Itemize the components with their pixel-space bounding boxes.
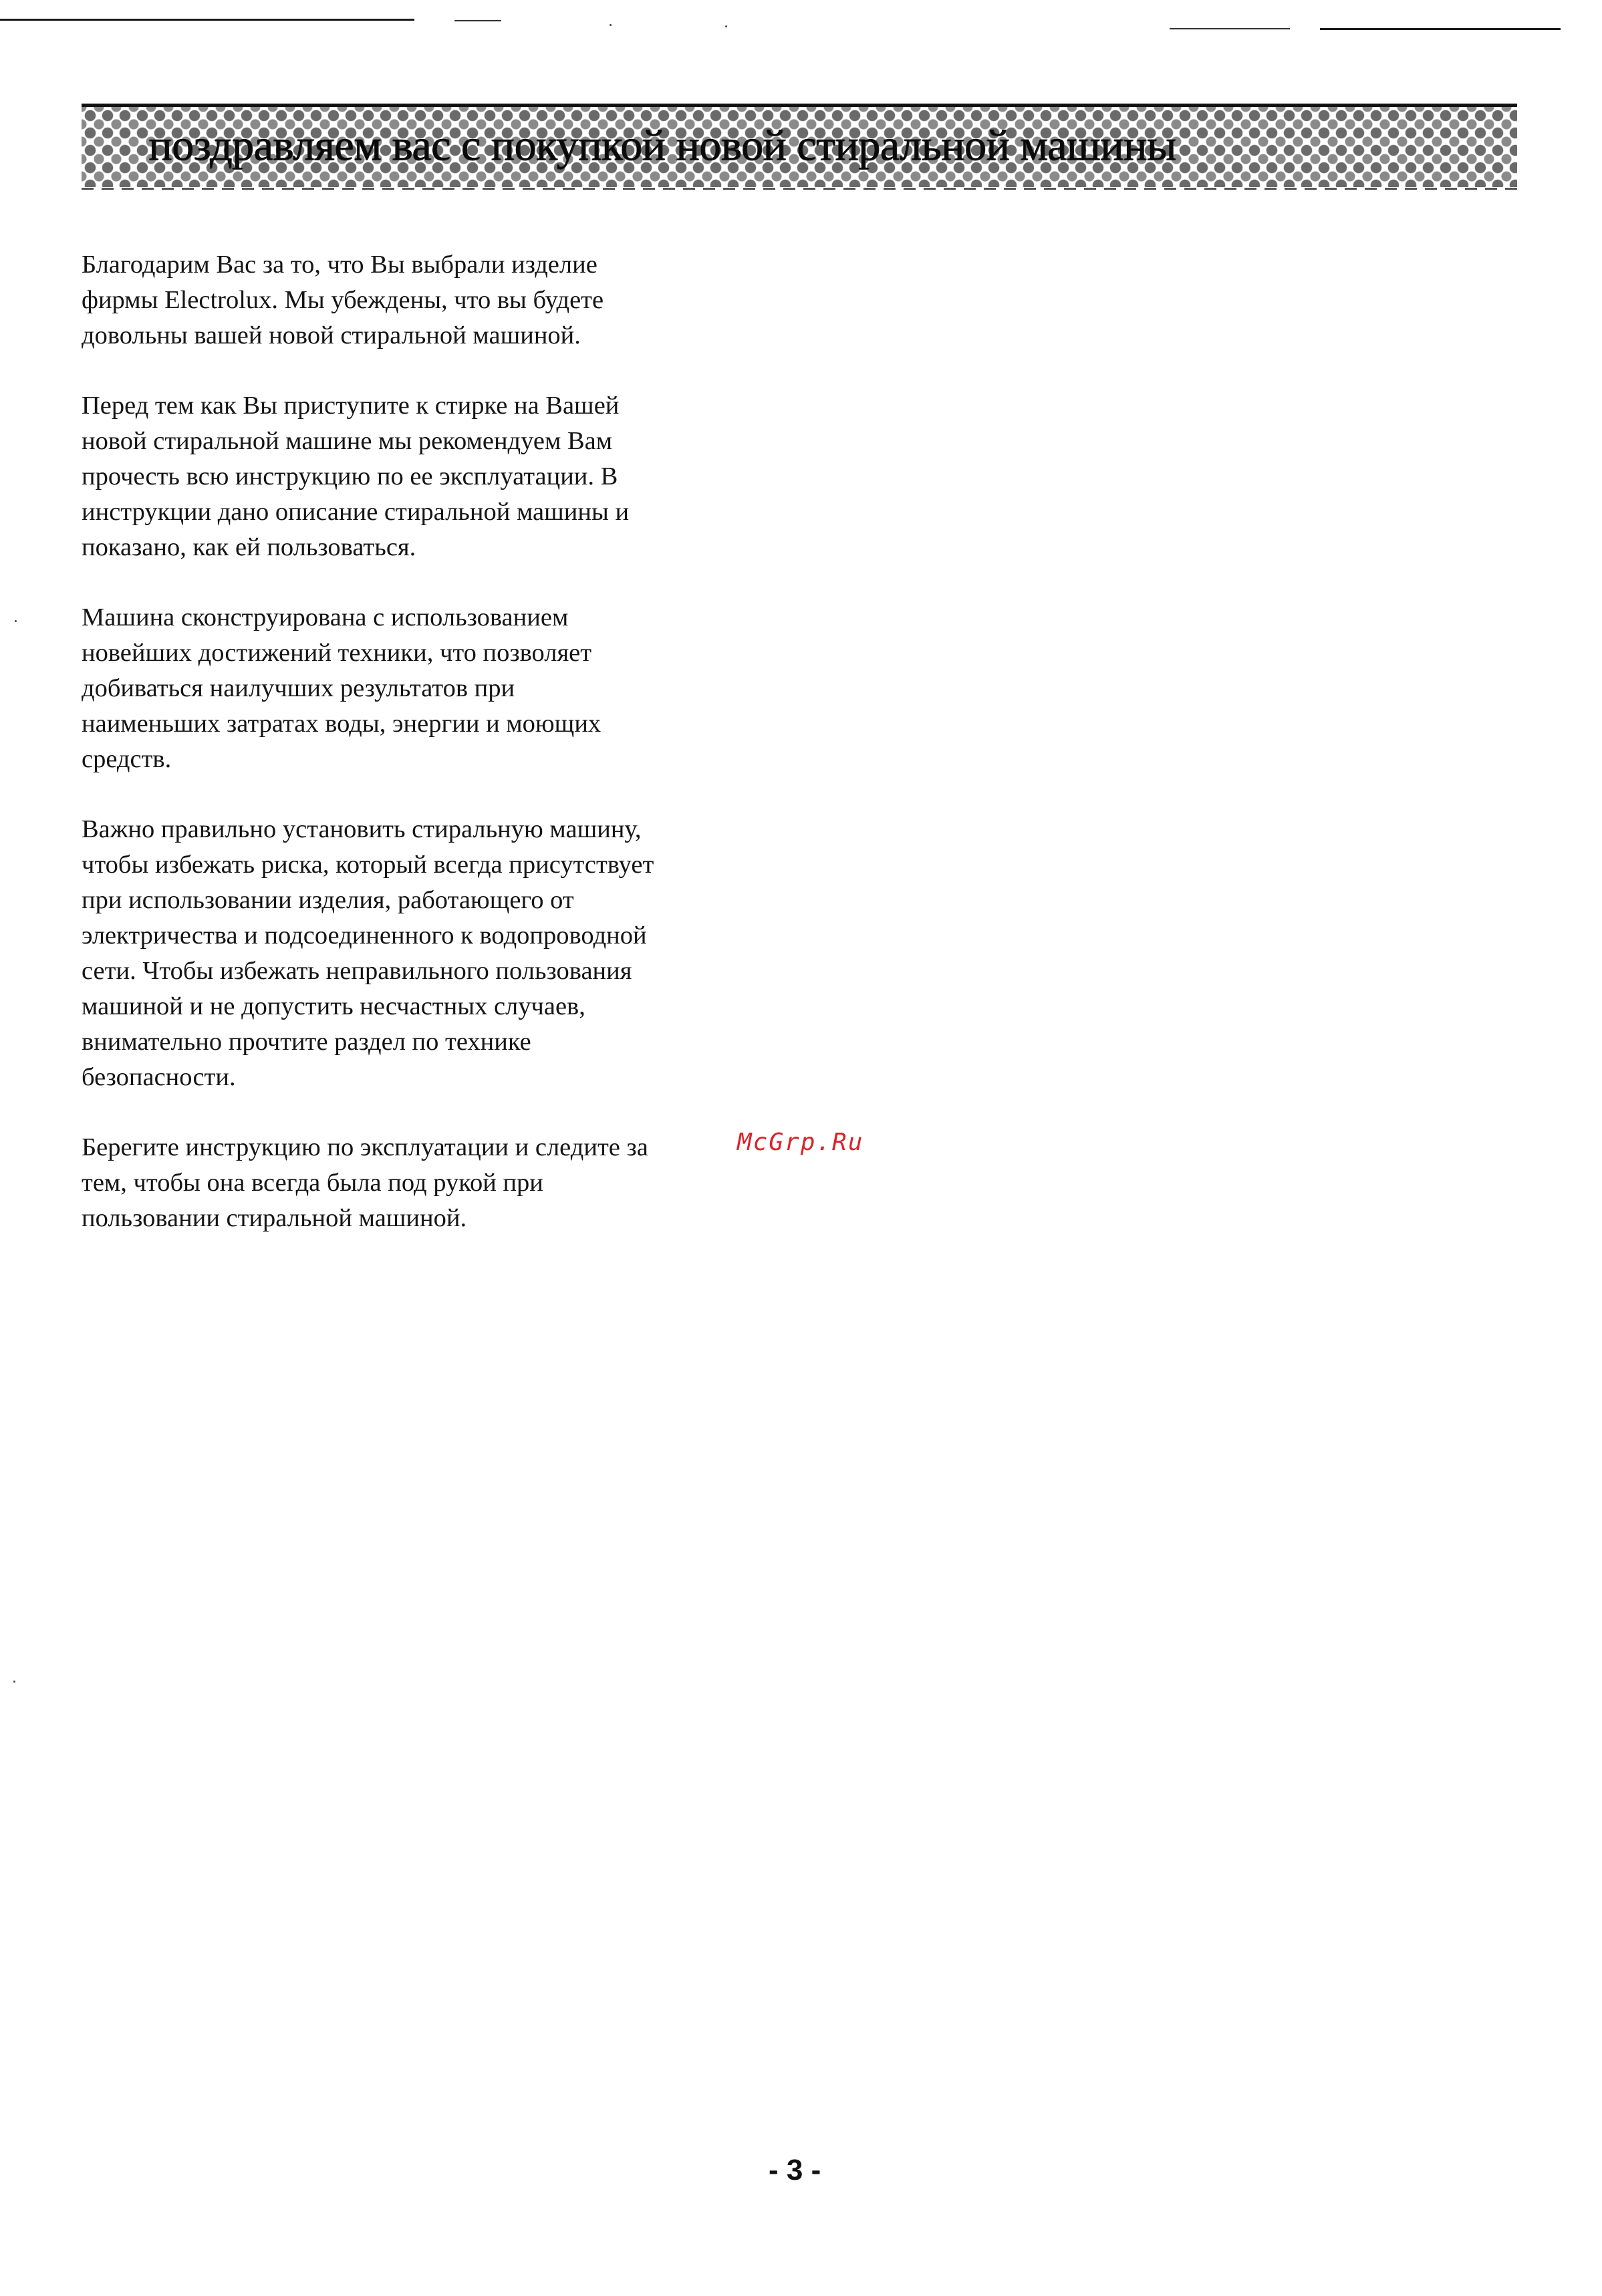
scan-speck (13, 1681, 15, 1683)
scan-edge-line (1170, 28, 1290, 29)
watermark-text: McGrp.Ru (737, 1129, 864, 1156)
scan-edge-line (0, 19, 414, 21)
paragraph-technology: Машина сконструирована с использованием новейших достижений техники, что позволяет добиваться наилучших результатов при наименьших затратах воды, энергии и моющих средств. (82, 603, 602, 773)
paragraph-installation-safety: Важно правильно установить стиральную машину, чтобы избежать риска, который всегда присутствует при использовании изделия, работающего от электричества и подсоединенного к водопроводной сети. Чтобы избежать неправильного пользования машиной и не допустить несчастных случаев, внимательно прочтите раздел по технике безопасности. (82, 815, 654, 1091)
scan-speck (725, 25, 727, 27)
paragraph-intro: Благодарим Вас за то, что Вы выбрали изделие фирмы Electrolux. Мы убеждены, что вы будете довольны вашей новой стиральной машиной. (82, 251, 604, 349)
page-title: поздравляем вас с покупкой новой стиральной машины (148, 121, 1176, 170)
paragraph-keep-manual: Берегите инструкцию по эксплуатации и следите за тем, чтобы она всегда была под рукой при пользовании стиральной машиной. (82, 1133, 648, 1232)
paragraph-read-manual: Перед тем как Вы приступите к стирке на Вашей новой стиральной машине мы рекомендуем Вам прочесть всю инструкцию по ее эксплуатации. В инструкции дано описание стиральной машины и показано, как ей пользоваться. (82, 392, 630, 561)
scan-edge-line (1320, 28, 1561, 30)
body-text (82, 247, 830, 1271)
scan-edge-line (454, 20, 501, 21)
scan-speck (610, 24, 612, 26)
scan-speck (15, 620, 17, 622)
page-number: - 3 - (769, 2154, 821, 2186)
